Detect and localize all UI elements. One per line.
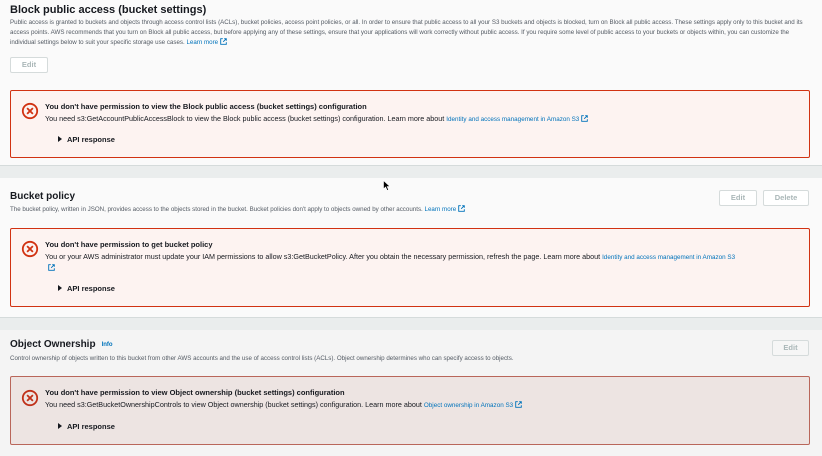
section-divider: [0, 318, 822, 330]
object-ownership-section: [0, 330, 822, 456]
section-divider: [0, 166, 822, 178]
alert-title: You don't have permission to get bucket policy: [45, 240, 213, 249]
object-ownership-learn-more-link[interactable]: Object ownership in Amazon S3: [424, 402, 522, 409]
edit-button[interactable]: Edit: [772, 340, 809, 356]
api-response-toggle[interactable]: API response: [58, 284, 115, 293]
external-link-icon: [581, 115, 588, 122]
bucket-policy-title: Bucket policy: [10, 191, 76, 202]
alert-body: You need s3:GetAccountPublicAccessBlock to view the Block public access (bucket settings) configuration. Learn more about Identity and access management in Amazon S3: [45, 113, 805, 125]
alert-body: You need s3:GetBucketOwnershipControls to view Object ownership (bucket settings) configuration. Learn more about Object ownership in Amazon S3: [45, 399, 805, 411]
alert-title: You don't have permission to view Object ownership (bucket settings) configuration: [45, 388, 345, 397]
alert-title: You don't have permission to view the Block public access (bucket settings) configuration: [45, 102, 367, 111]
permission-error-alert: [10, 90, 810, 158]
caret-right-icon: [58, 423, 62, 429]
caret-right-icon: [58, 285, 62, 291]
edit-button[interactable]: Edit: [719, 190, 757, 206]
error-circle-icon: [21, 240, 39, 258]
info-link[interactable]: Info: [101, 342, 113, 348]
learn-more-link[interactable]: Learn more: [425, 206, 466, 213]
iam-learn-more-link[interactable]: Identity and access management in Amazon S3: [602, 254, 736, 261]
object-ownership-description: Control ownership of objects written to this bucket from other AWS accounts and the use of access control lists (ACLs). Object ownership determines who can specify access to objects.: [10, 355, 514, 362]
bucket-policy-section: [0, 178, 822, 318]
external-link-icon[interactable]: [48, 264, 55, 271]
permission-error-alert: [10, 376, 810, 445]
external-link-icon: [220, 38, 227, 45]
permission-error-alert: [10, 228, 810, 307]
alert-body: You or your AWS administrator must update your IAM permissions to allow s3:GetBucketPolicy. After you obtain the necessary permission, refresh the page. Learn more about Identity and access management in Amazon S3: [45, 252, 736, 261]
bucket-policy-description: The bucket policy, written in JSON, provides access to the objects stored in the bucket. Bucket policies don't apply to objects owned by other accounts. Learn more: [10, 205, 610, 215]
iam-learn-more-link[interactable]: Identity and access management in Amazon S3: [446, 116, 588, 123]
external-link-icon: [458, 205, 465, 212]
mouse-cursor-icon: [383, 180, 391, 191]
api-response-toggle[interactable]: API response: [58, 135, 115, 144]
delete-button[interactable]: Delete: [763, 190, 809, 206]
error-circle-icon: [21, 102, 39, 120]
external-link-icon: [515, 401, 522, 408]
edit-button[interactable]: Edit: [10, 57, 48, 73]
api-response-toggle[interactable]: API response: [58, 422, 115, 431]
block-public-access-description: Public access is granted to buckets and objects through access control lists (ACLs), bucket policies, access point policies, or all. In order to ensure that public access to all your S3 buckets and objects is blocked, turn on Block all public access. These settings apply only to this bucket and its access points. AWS recommends that you turn on Block all public access, but before applying any of these settings, ensure that your applications will work correctly without public access. If you require some level of public access to your buckets or objects within, you can customize the individual settings below to suit your specific storage use cases. Learn more: [10, 19, 803, 46]
error-circle-icon: [21, 389, 39, 407]
object-ownership-title: Object Ownership Info: [10, 339, 113, 350]
block-public-access-title: Block public access (bucket settings): [10, 4, 207, 16]
learn-more-link[interactable]: Learn more: [186, 39, 227, 46]
caret-right-icon: [58, 136, 62, 142]
block-public-access-section: [0, 0, 822, 166]
